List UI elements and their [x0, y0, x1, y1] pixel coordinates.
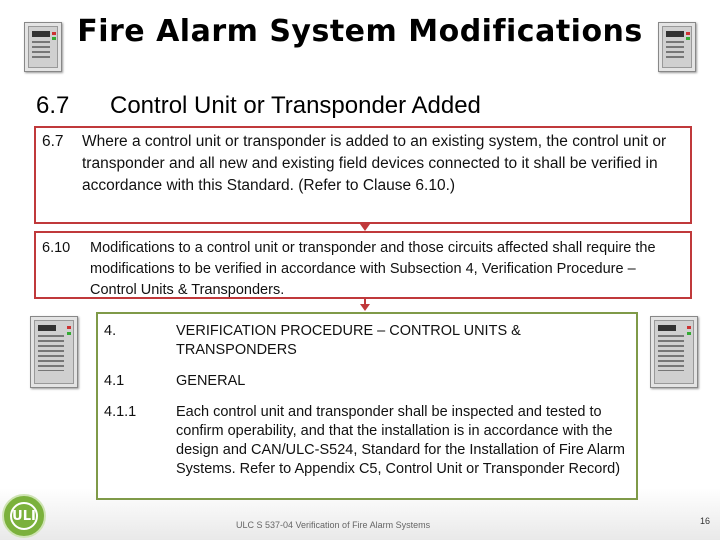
clause-6-7-box [34, 126, 692, 224]
section-title: Control Unit or Transponder Added [110, 92, 481, 119]
arrow-head-icon [360, 224, 370, 231]
clause-text: Where a control unit or transponder is added to an existing system, the control unit or transponder and all new and existing field devices connected to it shall be verified in accordance with this Standard. (Refer to Clause 6.10.) [82, 133, 667, 194]
subsection-4-box [96, 312, 638, 500]
clause-6-10-box [34, 231, 692, 299]
item-number: 4. [104, 323, 117, 339]
clause-number: 6.7 [42, 133, 64, 150]
item-number: 4.1.1 [104, 404, 137, 420]
slide-title: Fire Alarm System Modifications [77, 14, 643, 49]
section-number: 6.7 [36, 92, 70, 119]
item-text: Each control unit and transponder shall be inspected and tested to confirm operability, and that the installation is in accordance with the design and CAN/ULC-S524, Standard for the Installation of Fire Alarm Systems. Refer to Appendix C5, Control Unit or Transponder Record) [176, 404, 625, 477]
uli-logo [2, 494, 46, 538]
item-text: VERIFICATION PROCEDURE – CONTROL UNITS & TRANSPONDERS [176, 323, 521, 358]
item-text: GENERAL [176, 373, 246, 389]
arrow-head-icon [360, 304, 370, 311]
clause-number: 6.10 [42, 240, 71, 256]
page-number: 16 [700, 516, 711, 526]
fire-panel-icon [30, 316, 78, 388]
clause-text: Modifications to a control unit or transponder and those circuits affected shall require the modifications to be verified in accordance with Subsection 4, Verification Procedure – Control Units & Transponders. [90, 240, 656, 298]
item-number: 4.1 [104, 373, 125, 389]
fire-panel-icon [650, 316, 698, 388]
footer-caption: ULC S 537-04 Verification of Fire Alarm Systems [236, 520, 431, 530]
logo-text: ULI [12, 508, 36, 524]
